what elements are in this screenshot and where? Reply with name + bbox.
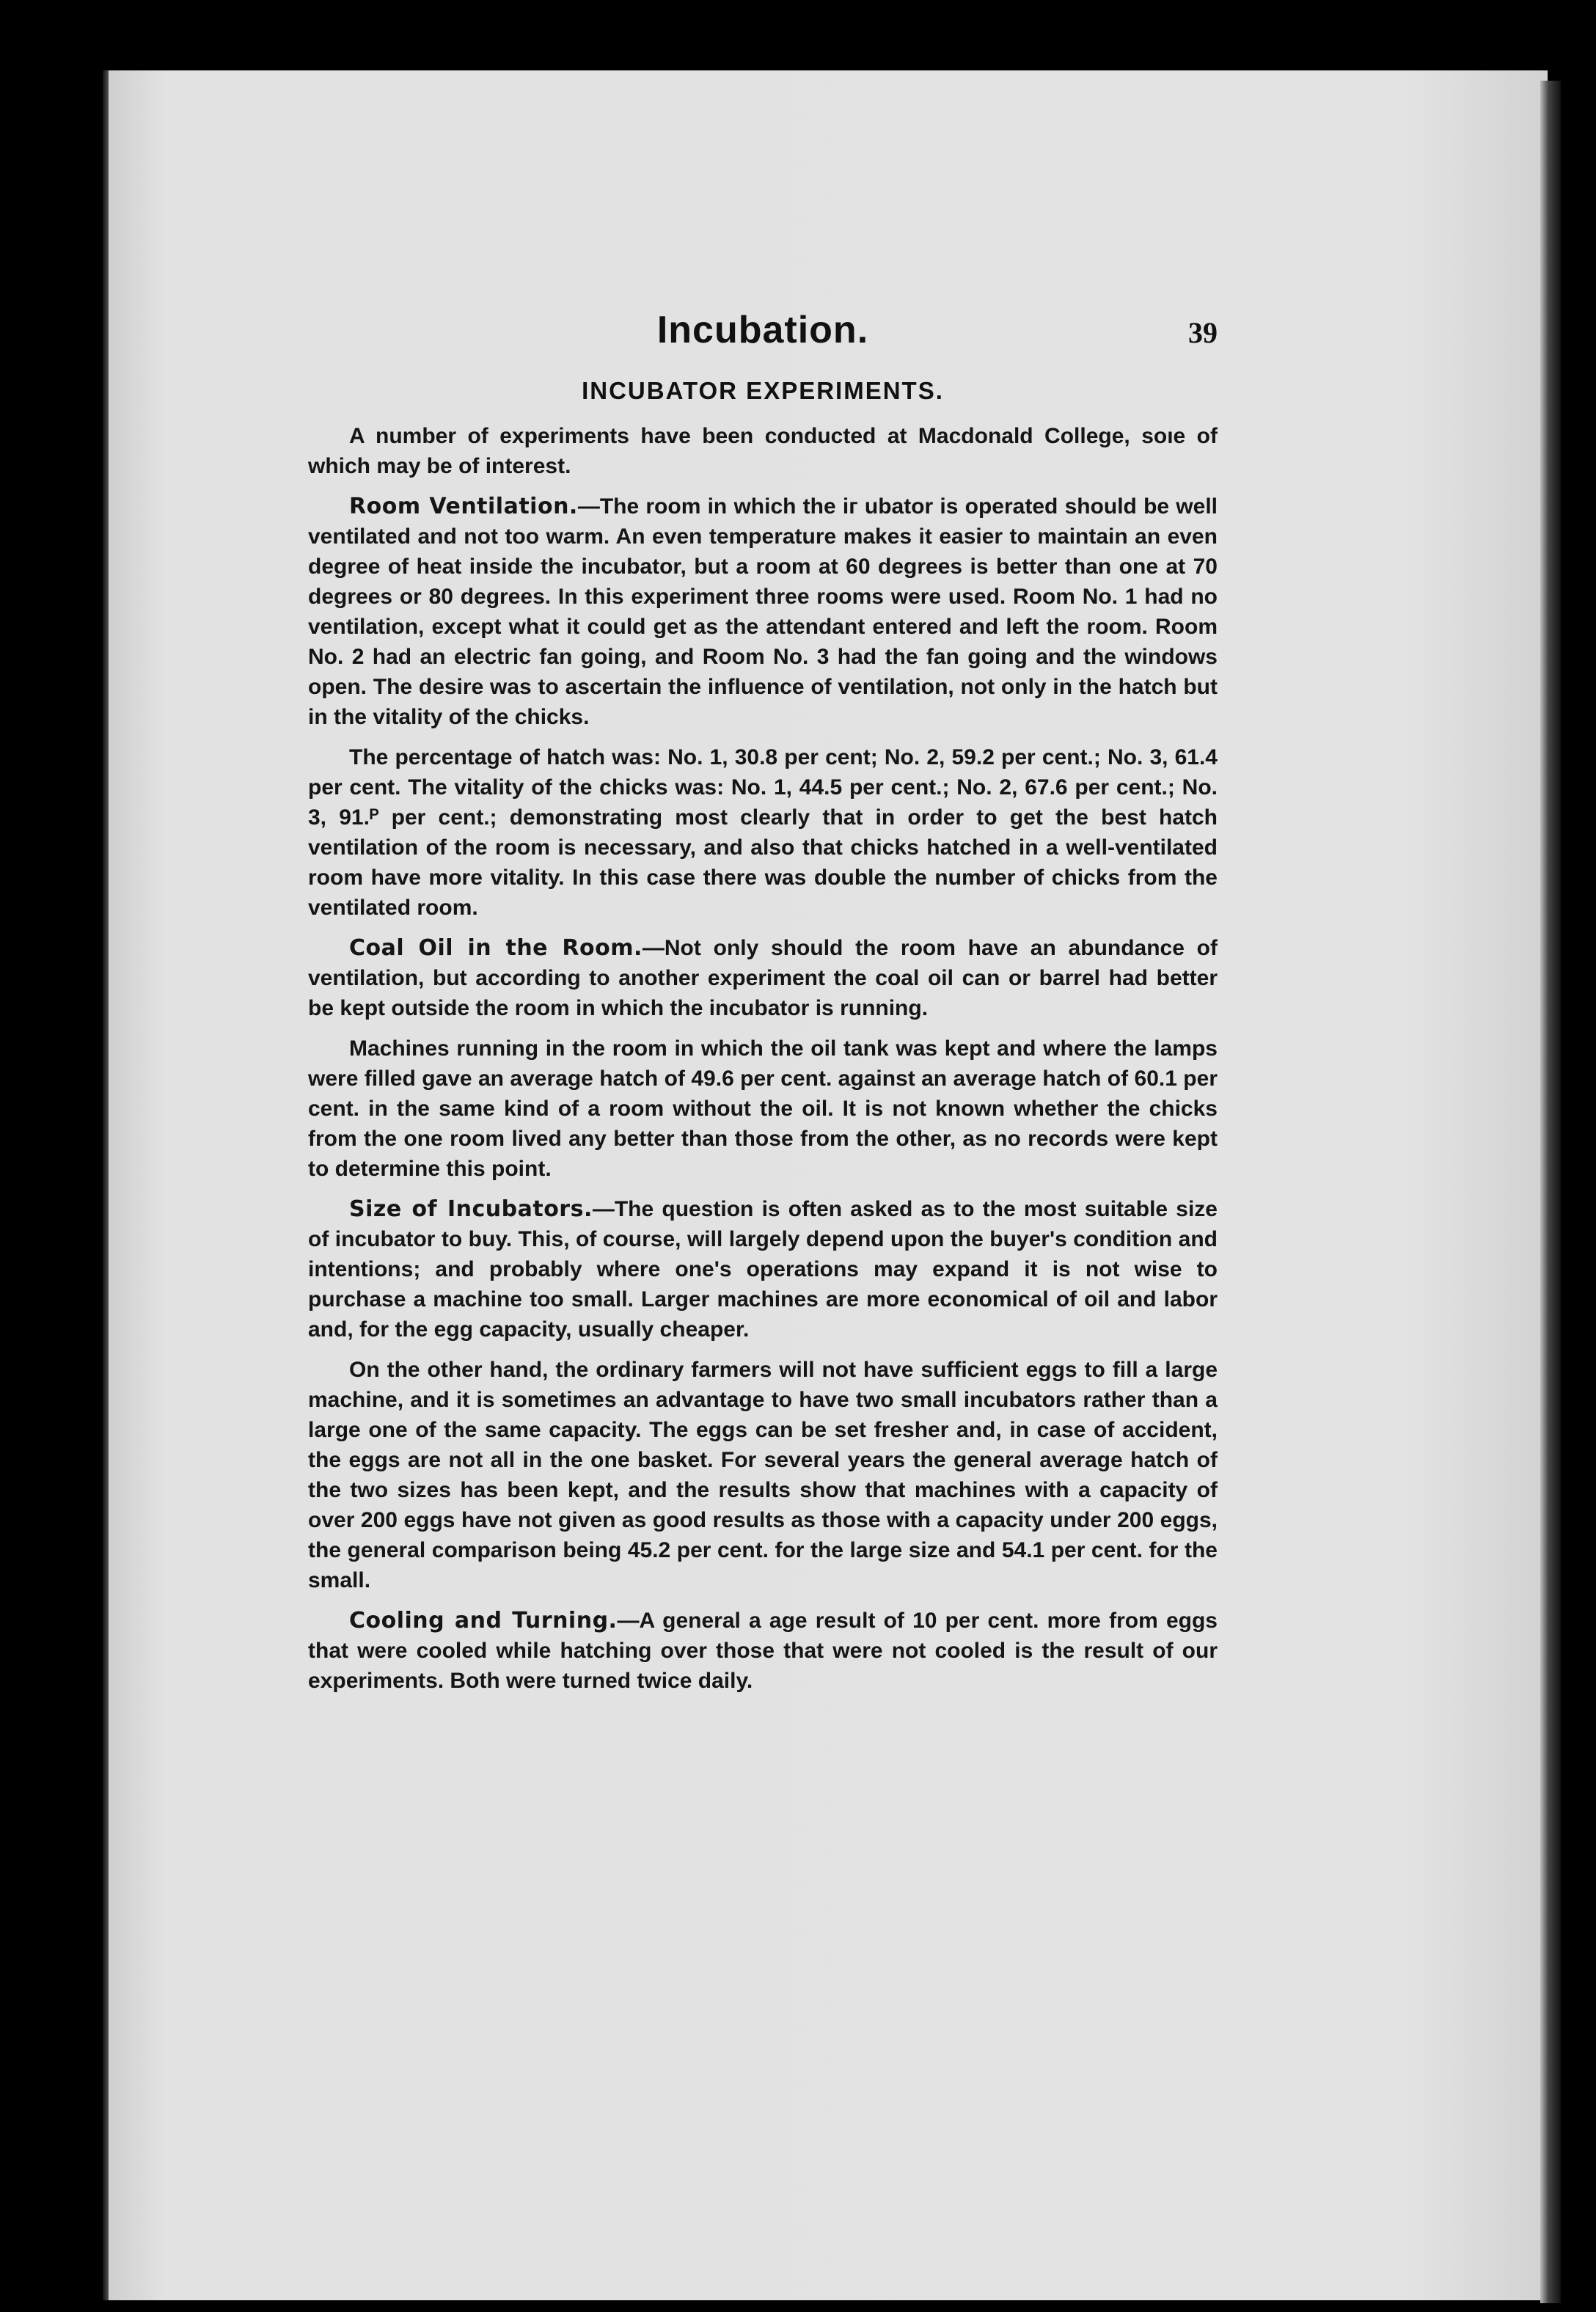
paragraph-text: A number of experiments have been conducted at Macdonald College, soıe of which may be of interest. [308, 424, 1218, 478]
paragraph-text: —Not only should the room have an abundance of ventilation, but according to another experiment the coal oil can or barrel had better be kept outside the room in which the incubator is running. [308, 936, 1218, 1020]
paragraph-coal-oil [308, 933, 1218, 1023]
page-number: 39 [1188, 316, 1218, 349]
paragraph-text: The percentage of hatch was: No. 1, 30.8 per cent; No. 2, 59.2 per cent.; No. 3, 61.4 per cent. The vitality of the chicks was: No. 1, 44.5 per cent.; No. 2, 67.6 per cent.; No. 3, 91.ᴾ per cent.; demonstrating most clearly that in order to get the best hatch ventilation of the room is necessary, and also that chicks hatched in a well-ventilated room have more vitality. In this case there was double the number of chicks from the ventilated room. [308, 745, 1218, 920]
page-content [308, 308, 1218, 1706]
paragraph-text: —The room in which the iг ubator is operated should be well ventilated and not too warm. An even temperature makes it easier to maintain an even degree of heat inside the incubator, but a room at 60 degrees is better than one at 70 degrees or 80 degrees. In this experiment three rooms were used. Room No. 1 had no ventilation, except what it could get as the attendant entered and left the room. Room No. 2 had an electric fan going, and Room No. 3 had the fan going and the windows open. The desire was to ascertain the influence of ventilation, not only in the hatch but in the vitality of the chicks. [308, 494, 1218, 729]
paragraph-oil-tank [308, 1034, 1218, 1184]
paragraph-hatch-percentage [308, 742, 1218, 923]
page-title: Incubation. [656, 309, 869, 351]
paragraph-room-ventilation [308, 491, 1218, 732]
page-binding-right [1540, 81, 1561, 2303]
paragraph-lead: Coal Oil in the Room. [349, 935, 643, 961]
paragraph-lead: Cooling and Turning. [349, 1608, 618, 1634]
paragraph-text: —A general a age result of 10 per cent. more from eggs that were cooled while hatching over those that were not cooled is the result of our experiments. Both were turned twice daily. [308, 1609, 1218, 1693]
paragraph-lead: Room Ventilation. [349, 494, 578, 519]
running-head [308, 308, 1218, 367]
paragraph-intro [308, 421, 1218, 481]
paragraph-cooling-turning [308, 1606, 1218, 1696]
paragraph-text: On the other hand, the ordinary farmers will not have sufficient eggs to fill a large machine, and it is sometimes an advantage to have two small incubators rather than a large one of the same capacity. The eggs can be set fresher and, in case of accident, the eggs are not all in the one basket. For several years the general average hatch of the two sizes has been kept, and the results show that machines with a capacity of over 200 eggs have not given as good results as those with a capacity under 200 eggs, the general comparison being 45.2 per cent. for the large size and 54.1 per cent. for the small. [308, 1358, 1218, 1592]
paragraph-text: Machines running in the room in which the oil tank was kept and where the lamps were filled gave an average hatch of 49.6 per cent. against an average hatch of 60.1 per cent. in the same kind of a room without the oil. It is not known whether the chicks from the one room lived any better than those from the other, as no records were kept to determine this point. [308, 1036, 1218, 1181]
paragraph-lead: Size of Incubators. [349, 1196, 593, 1222]
paragraph-text: —The question is often asked as to the most suitable size of incubator to buy. This, of course, will largely depend upon the buyer's condition and intentions; and probably where one's operations may expand it is not wise to purchase a machine too small. Larger machines are more economical of oil and labor and, for the egg capacity, usually cheaper. [308, 1197, 1218, 1342]
section-title: INCUBATOR EXPERIMENTS. [582, 377, 944, 404]
paragraph-other-hand [308, 1355, 1218, 1595]
paragraph-size-of-incubators [308, 1194, 1218, 1345]
